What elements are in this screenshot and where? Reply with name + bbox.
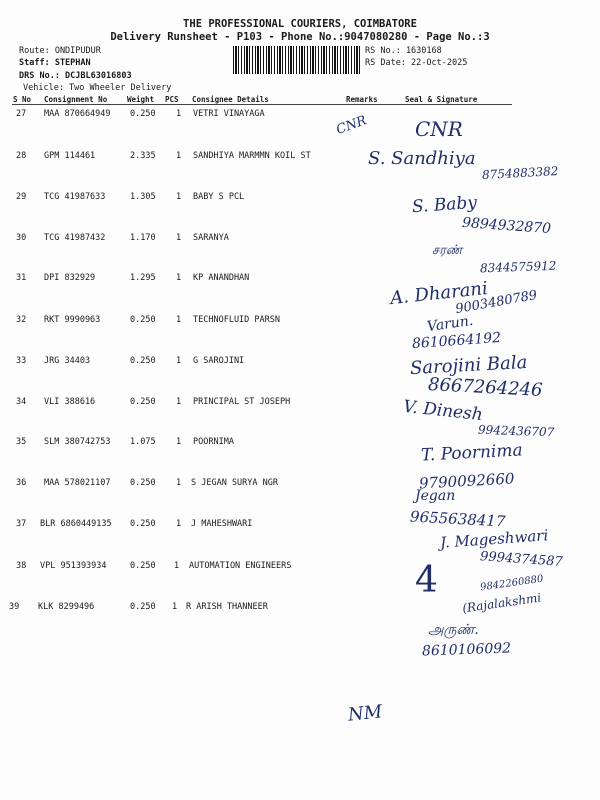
signature-35: T. Poornima [420,440,524,466]
row-sno: 35 [16,437,27,447]
row-consignment: MAA 578021107 [44,478,111,488]
table-row [0,356,340,376]
row-consignee: SARANYA [193,233,229,243]
row-consignment: DPI 832929 [44,273,96,283]
row-weight: 1.170 [130,233,156,243]
table-row [0,273,340,293]
row-consignee: J MAHESHWARI [191,519,253,529]
row-weight: 0.250 [130,478,156,488]
row-sno: 27 [16,109,27,119]
row-pcs: 1 [174,561,180,571]
row-pcs: 1 [176,478,182,488]
col-consignee: Consignee Details [192,95,269,104]
row-sno: 36 [16,478,27,488]
row-consignee: KP ANANDHAN [193,273,250,283]
row-sno: 37 [16,519,27,529]
row-sno: 33 [16,356,27,366]
signature-32: Varun. [426,312,475,336]
row-pcs: 1 [176,151,182,161]
row-consignee: TECHNOFLUID PARSN [193,315,280,325]
row-pcs: 1 [176,192,182,202]
table-row [0,478,340,498]
row-consignee: SANDHIYA MARMMN KOIL ST [193,151,311,161]
row-weight: 0.250 [130,356,156,366]
col-consignment: Consignment No [44,95,108,104]
remark-handwriting: CNR [334,113,369,138]
staff-label: Staff: STEPHAN [19,58,91,68]
row-sno: 30 [16,233,27,243]
row-pcs: 1 [176,356,182,366]
rs-number: RS No.: 1630168 [365,46,442,56]
table-row [0,602,340,622]
row-consignee: VETRI VINAYAGA [193,109,265,119]
phone-32: 8610664192 [411,329,502,353]
row-pcs: 1 [176,273,182,283]
signature-28: S. Sandhiya [368,148,476,169]
row-consignee: POORNIMA [193,437,234,447]
row-pcs: 1 [176,109,182,119]
row-consignee: S JEGAN SURYA NGR [191,478,278,488]
phone-39: 8610106092 [421,640,512,660]
table-row [0,397,340,417]
row-consignment: KLK 8299496 [38,602,95,612]
table-row [0,519,340,539]
rs-date: RS Date: 22-Oct-2025 [365,58,468,68]
phone-37: 9655638417 [409,507,506,531]
row-pcs: 1 [176,315,182,325]
phone-34: 9942436707 [477,422,555,440]
barcode [233,46,361,74]
row-weight: 0.250 [130,315,156,325]
row-sno: 38 [16,561,27,571]
table-row [0,561,340,581]
row-pcs: 1 [176,397,182,407]
col-sno: S No [13,95,32,104]
phone-38: 9994374587 [479,549,564,570]
row-sno: 31 [16,273,27,283]
row-sno: 34 [16,397,27,407]
drs-number: DRS No.: DCJBL63016803 [19,71,132,81]
table-row [0,192,340,212]
vehicle-label: Vehicle: Two Wheeler Delivery [23,83,172,93]
row-consignment: VPL 951393934 [40,561,107,571]
phone-38b: 9842260880 [479,573,545,594]
signature-27: CNR [415,117,463,141]
signature-31: A. Dharani [389,277,489,310]
row-weight: 0.250 [130,561,156,571]
col-pcs: PCS [165,95,179,104]
row-pcs: 1 [176,437,182,447]
row-consignment: RKT 9990963 [44,315,101,325]
row-consignee: BABY S PCL [193,192,245,202]
col-remarks: Remarks [346,95,378,104]
phone-29: 9894932870 [461,214,552,238]
row-sno: 32 [16,315,27,325]
row-consignment: JRG 34403 [44,356,91,366]
col-seal: Seal & Signature [405,95,478,104]
bottom-initials: NM [346,701,384,726]
header-rule [12,104,512,105]
row-weight: 1.075 [130,437,156,447]
table-row [0,151,340,171]
signature-37: J. Mageshwari [439,526,549,552]
phone-33: 8667264246 [427,374,544,401]
route-label: Route: ONDIPUDUR [19,46,101,56]
row-pcs: 1 [172,602,178,612]
signature-34: V. Dinesh [402,396,484,426]
signature-33: Sarojini Bala [409,351,528,380]
signature-36: Jegan [415,488,456,504]
signature-38: (Rajalakshmi [461,590,542,616]
row-pcs: 1 [176,519,182,529]
row-consignment: GPM 114461 [44,151,96,161]
col-weight: Weight [127,95,155,104]
table-row [0,315,340,335]
phone-35: 9790092660 [418,469,515,493]
phone-31: 9003480789 [454,287,539,318]
runsheet-subtitle: Delivery Runsheet - P103 - Phone No.:9047080280 - Page No.:3 [110,31,490,43]
row-consignee: PRINCIPAL ST JOSEPH [193,397,291,407]
table-row [0,233,340,253]
row-weight: 1.305 [130,192,156,202]
row-weight: 0.250 [130,602,156,612]
row-weight: 0.250 [130,519,156,529]
row-weight: 1.295 [130,273,156,283]
row-consignee: AUTOMATION ENGINEERS [189,561,292,571]
phone-28: 8754883382 [481,164,559,182]
row-consignment: BLR 6860449135 [40,519,112,529]
row-sno: 29 [16,192,27,202]
signature-39: அருண். [428,622,479,638]
phone-30: 8344575912 [479,258,557,276]
signature-30: சரண் [432,243,463,258]
row-sno: 39 [9,602,20,612]
row-pcs: 1 [176,233,182,243]
company-title: THE PROFESSIONAL COURIERS, COIMBATORE [183,18,417,30]
table-row [0,437,340,457]
row-consignment: MAA 870664949 [44,109,111,119]
row-consignment: TCG 41987633 [44,192,106,202]
row-weight: 2.335 [130,151,156,161]
table-row [0,109,340,129]
row-sno: 28 [16,151,27,161]
row-weight: 0.250 [130,397,156,407]
signature-29: S. Baby [411,192,478,218]
row-consignee: R ARISH THANNEER [186,602,268,612]
row-consignment: VLI 388616 [44,397,96,407]
row-consignment: TCG 41987432 [44,233,106,243]
row-consignment: SLM 380742753 [44,437,111,447]
row-weight: 0.250 [130,109,156,119]
row-consignee: G SAROJINI [193,356,245,366]
signature-38-mark: 4 [415,560,438,601]
